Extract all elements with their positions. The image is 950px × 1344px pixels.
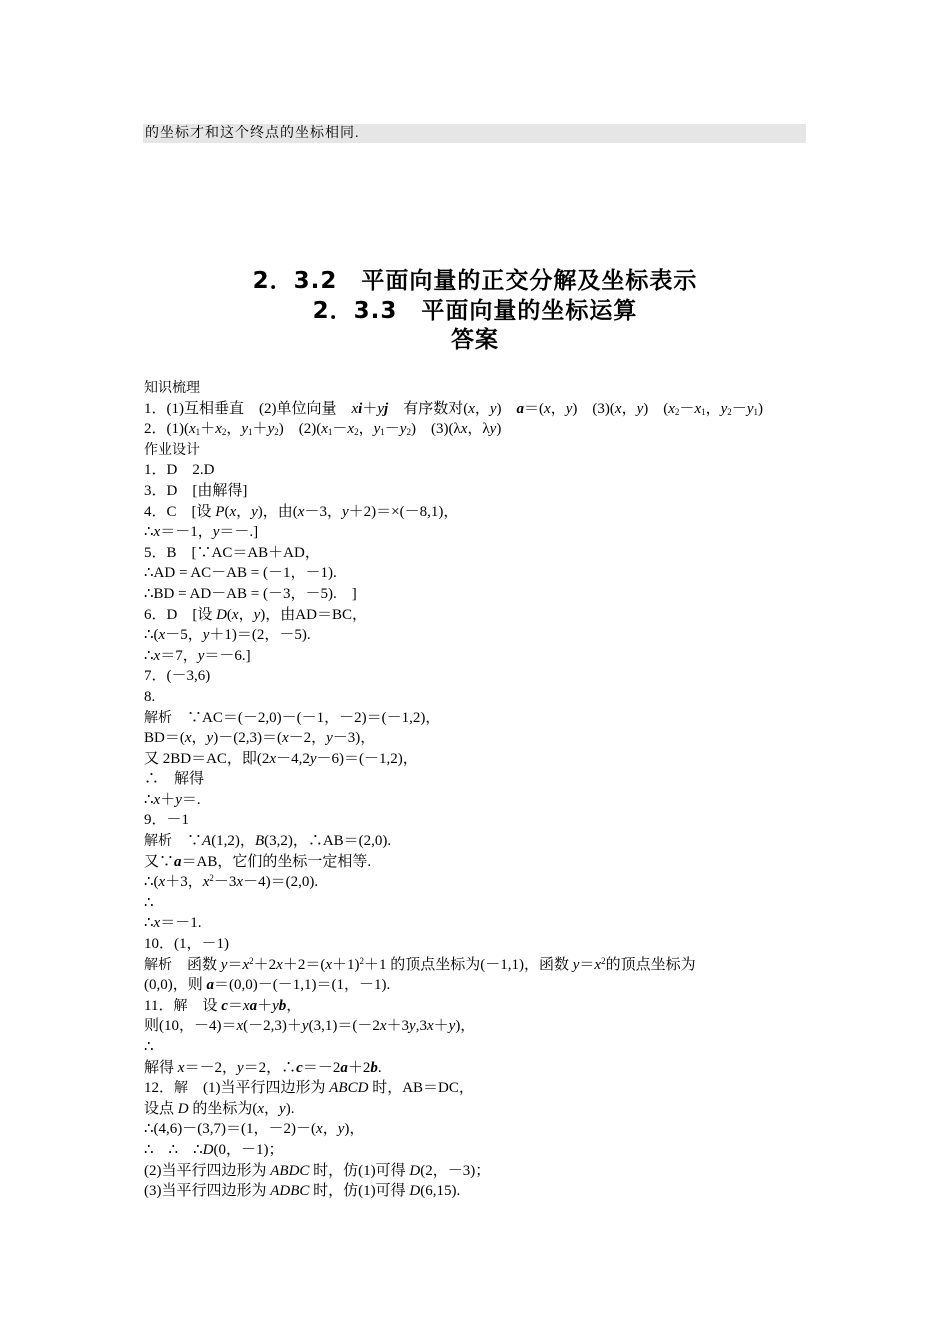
answer-line: 1．D 2.D — [144, 462, 215, 479]
knowledge-item-2: 2．$(1)(x_1+x_2$，$y_1+y_2$) $(2)(x_1-x_2$，$y_1-y_2$) (3)(λx，λy) — [144, 421, 502, 438]
section-title-2-3-2: 2．3.2 平面向量的正交分解及坐标表示 — [252, 268, 698, 294]
answer-line: 设点 D 的坐标为(x，y). — [144, 1100, 295, 1117]
answer-line: ∴(4,6)－(3,7)＝(1，－2)－(x，y)， — [144, 1121, 365, 1138]
answer-line: (2)当平行四边形为 ABDC 时，仿(1)可得 D(2，－3)； — [144, 1162, 491, 1179]
answer-line: ∴AD = AC－AB = (－1，－1). — [144, 565, 337, 582]
answer-line: 解析 函数 $y=x^2+2x+2=(x+1)^2+1$ 的顶点坐标为(－1,1)，函数 $y=x^2$的顶点坐标为 — [144, 955, 696, 973]
answer-line: ∴x＋y＝. — [144, 791, 201, 808]
answer-line: ∴ — [144, 894, 154, 911]
answer-line: 解得 x＝－2，y＝2，∴c＝－2a＋2b. — [144, 1059, 382, 1076]
answer-line: ∴x＝－1. — [144, 915, 202, 932]
answer-line: (0,0)，则 a＝(0,0)－(－1,1)＝(1，－1). — [144, 977, 391, 994]
highlighted-text-line: 的坐标才和这个终点的坐标相同. — [143, 124, 806, 143]
answer-line: 4．C [设 P(x，y)，由(x－3，y＋2)＝×(－8,1)， — [144, 503, 459, 520]
answer-line: ∴ 解得 — [144, 771, 205, 788]
answer-line: ∴x＝7，y＝－6.] — [144, 647, 251, 664]
homework-heading: 作业设计 — [144, 441, 200, 458]
answer-line: ∴x＝－1，y＝－.] — [144, 524, 259, 541]
answer-line: 11．解 设 c＝xa＋yb， — [144, 997, 302, 1014]
answer-line: 9．－1 — [144, 812, 190, 829]
section-title-2-3-3: 2．3.3 平面向量的坐标运算 — [312, 298, 638, 324]
knowledge-heading: 知识梳理 — [144, 380, 200, 396]
answer-line: 10．(1，－1) — [144, 936, 229, 953]
answer-line: BD＝(x，y)－(2,3)＝(x－2，y－3)， — [144, 730, 376, 747]
answer-line: 又 2BD＝AC，即(2x－4,2y－6)＝(－1,2)， — [144, 750, 418, 767]
answer-body — [144, 378, 814, 1202]
answer-line: 又∵a＝AB，它们的坐标一定相等. — [144, 853, 372, 870]
answer-line: 则(10，－4)＝x(－2,3)＋y(3,1)＝(－2x＋3y,3x＋y)， — [144, 1018, 476, 1035]
answer-line: (3)当平行四边形为 ADBC 时，仿(1)可得 D(6,15). — [144, 1183, 461, 1200]
knowledge-item-1: 1．(1)互相垂直 (2)单位向量 xi＋yj 有序数对(x，y) a＝(x，y) (3)(x，y) ($x_2-x_1$，$y_2-y_1$) — [144, 400, 763, 417]
answer-line: 解析 ∵A(1,2)，B(3,2)，∴AB＝(2,0). — [144, 833, 392, 850]
answer-line: 7．(－3,6) — [144, 668, 211, 685]
answer-line: ∴BD = AD－AB = (－3，－5). ] — [144, 585, 357, 602]
answer-line: 5．B [∵AC＝AB＋AD， — [144, 544, 320, 561]
answer-line: 3．D [由解得] — [144, 482, 248, 499]
answer-line: 6．D [设 D(x，y)，由AD＝BC， — [144, 606, 367, 623]
answer-title: 答案 — [451, 327, 499, 353]
answer-line: ∴ ∴ ∴D(0，－1)； — [144, 1141, 284, 1158]
answer-line: ∴ — [144, 1039, 154, 1055]
answer-line: 解析 ∵AC＝(－2,0)－(－1，－2)＝(－1,2)， — [144, 709, 441, 726]
answer-line: 8. — [144, 688, 156, 705]
answer-line: ∴(x＋3，$x^2-3x-4)=(2,0)$. — [144, 873, 319, 891]
answer-line: 12．解 (1)当平行四边形为 ABCD 时，AB＝DC， — [144, 1080, 474, 1097]
answer-line: ∴(x－5，y＋1)＝(2，－5). — [144, 627, 311, 644]
